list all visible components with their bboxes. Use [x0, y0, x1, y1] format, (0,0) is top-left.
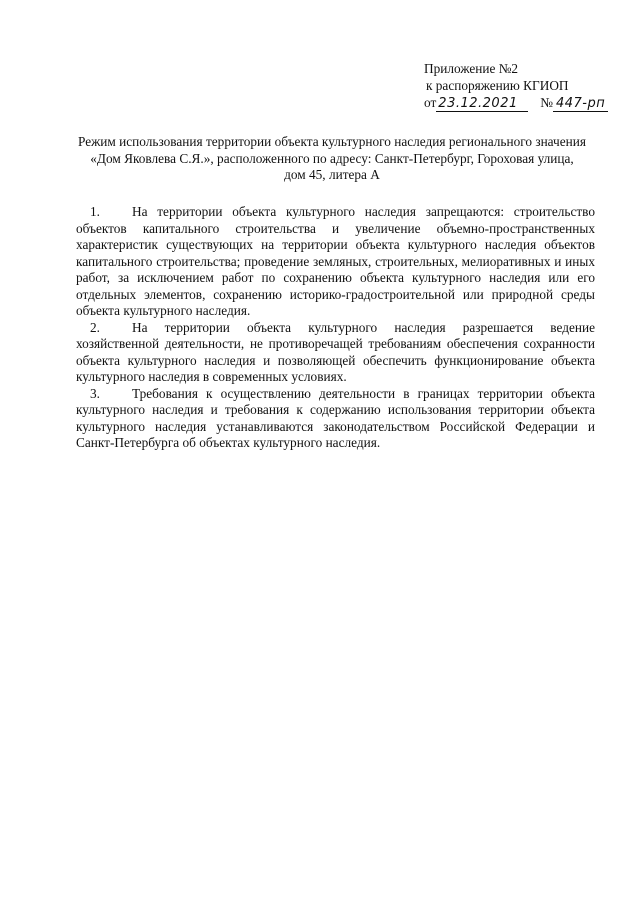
- date-number-line: [424, 94, 624, 112]
- document-title: [60, 134, 604, 184]
- date-prefix: от: [424, 95, 437, 110]
- title-line-2: «Дом Яковлева С.Я.», расположенного по адресу: Санкт-Петербург, Гороховая улица,: [90, 150, 574, 166]
- handwritten-date: 23.12.2021: [436, 97, 528, 112]
- paragraph-text: На территории объекта культурного наследия разрешается ведение хозяйственной деятельности, не противоречащей требованиям обеспечения сохранности объекта культурного наследия и позволяющей обеспечить функционирование объекта культурного наследия в современных условиях.: [76, 319, 595, 384]
- number-prefix: №: [540, 95, 553, 110]
- appendix-header: [424, 60, 624, 112]
- title-line-3: дом 45, литера А: [284, 167, 380, 182]
- paragraph-number: 2.: [90, 319, 100, 335]
- paragraph-number: 3.: [90, 385, 100, 401]
- title-line-1: Режим использования территории объекта культурного наследия регионального значения: [78, 134, 586, 149]
- paragraph-3: [76, 386, 595, 452]
- paragraph-1: [76, 204, 595, 320]
- paragraph-text: Требования к осуществлению деятельности в границах территории объекта культурного наследия и требования к содержанию использования территории объекта культурного наследия устанавливаются законодательством Российской Федерации и Санкт-Петербурга об объектах культурного наследия.: [76, 385, 595, 450]
- paragraph-number: 1.: [90, 204, 100, 219]
- paragraph-text: На территории объекта культурного наследия запрещаются: строительство объектов капитального строительства и увеличение объемно-пространственных характеристик существующих на территории объекта культурного наследия объектов капитального строительства; проведение земляных, строительных, мелиоративных и иных работ, за исключением работ по сохранению объекта культурного наследия или его отдельных элементов, сохранению историко-градостроительной или природной среды объекта культурного наследия.: [76, 204, 595, 318]
- appendix-label: Приложение №2: [424, 61, 519, 76]
- handwritten-number: 447-рп: [553, 97, 608, 112]
- order-reference: к распоряжению КГИОП: [426, 78, 569, 93]
- paragraph-2: [76, 320, 595, 386]
- document-body: [76, 204, 595, 452]
